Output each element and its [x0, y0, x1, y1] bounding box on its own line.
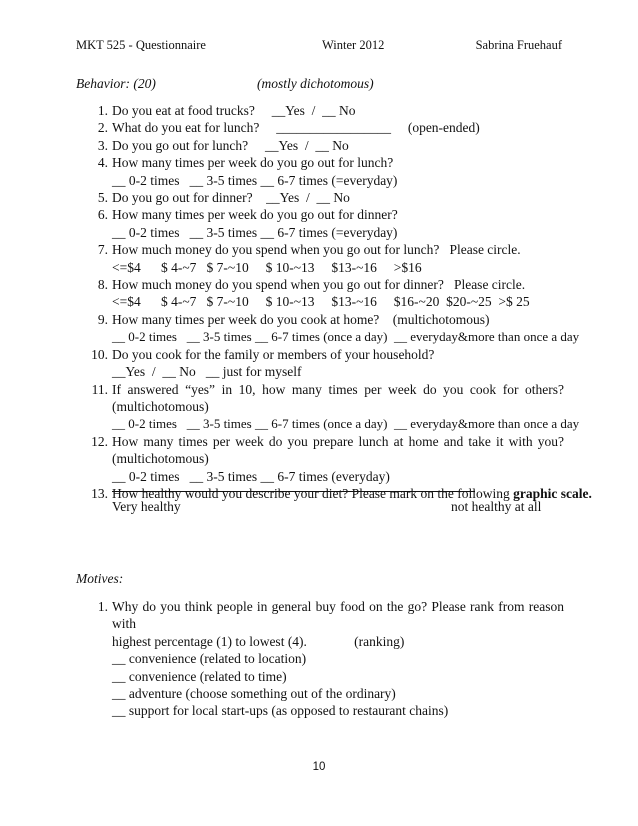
- question-number: 1.: [97, 599, 108, 614]
- graphic-scale-line[interactable]: [112, 491, 475, 492]
- question-number: 3.: [97, 137, 108, 153]
- question-number: 2.: [97, 120, 108, 136]
- question-text: What do you eat for lunch? _________________ (open-ended): [112, 120, 480, 136]
- page-number: 10: [312, 761, 326, 773]
- question-number: 5.: [97, 190, 108, 206]
- question-number: 8.: [97, 277, 108, 293]
- question-number: 6.: [97, 207, 108, 223]
- question-11: [78, 381, 580, 433]
- scale-label-right: not healthy at all: [451, 499, 542, 514]
- question-text: Do you go out for dinner? __Yes / __ No: [112, 190, 350, 206]
- question-text: How much money do you spend when you go out for dinner? Please circle.: [112, 277, 526, 293]
- question-number: 10.: [91, 346, 108, 362]
- question-1: [78, 102, 564, 119]
- question-6: [78, 206, 564, 241]
- question-number: 7.: [97, 242, 108, 258]
- question-text: How many times per week do you cook at home? (multichotomous): [112, 311, 490, 327]
- ranking-option: __ convenience (related to location): [112, 651, 307, 667]
- question-text: How many times per week do you prepare lunch at home and take it with you?: [112, 433, 564, 449]
- question-text-main: How healthy would you describe your diet? Please mark on the following: [112, 485, 514, 501]
- motives-question-1: [78, 598, 564, 720]
- question-text: Do you eat at food trucks? __Yes / __ No: [112, 103, 356, 118]
- question-number: 12.: [91, 433, 108, 449]
- question-options: __ 0-2 times __ 3-5 times __ 6-7 times (=everyday): [112, 172, 398, 188]
- question-text: How many times per week do you go out for lunch?: [112, 155, 394, 171]
- question-4: [78, 154, 564, 189]
- question-text: Why do you think people in general buy food on the go? Please rank from reason with: [112, 599, 564, 632]
- motives-section-title: Motives:: [76, 571, 124, 586]
- behavior-section-title: Behavior: (20): [76, 76, 156, 91]
- question-7: [78, 241, 564, 276]
- question-options: <=$4 $ 4-~7 $ 7-~10 $ 10-~13 $13-~16 >$16: [112, 259, 422, 275]
- question-number: 4.: [97, 155, 108, 171]
- question-2: [78, 119, 564, 136]
- question-options: __ 0-2 times __ 3-5 times __ 6-7 times (=everyday): [112, 224, 398, 240]
- question-text: Do you cook for the family or members of your household?: [112, 346, 435, 362]
- question-10: [78, 346, 564, 381]
- motives-question-list: [78, 598, 564, 720]
- question-8: [78, 276, 564, 311]
- question-text: If answered “yes” in 10, how many times per week do you cook for others?: [112, 381, 564, 397]
- header-course: MKT 525 - Questionnaire: [76, 38, 206, 52]
- question-text: Do you go out for lunch? __Yes / __ No: [112, 137, 349, 153]
- question-text-emphasis: graphic scale.: [513, 485, 592, 501]
- question-options: __Yes / __ No __ just for myself: [112, 364, 302, 380]
- question-type: (multichotomous): [112, 398, 209, 414]
- question-instructions: highest percentage (1) to lowest (4). (ranking): [112, 633, 405, 649]
- ranking-option: __ convenience (related to time): [112, 668, 287, 684]
- question-12: [78, 433, 564, 485]
- ranking-option: __ adventure (choose something out of the ordinary): [112, 686, 396, 702]
- question-number: 13.: [91, 485, 108, 501]
- question-9: [78, 311, 580, 346]
- page-header: [76, 38, 562, 54]
- behavior-section-note: (mostly dichotomous): [257, 76, 374, 91]
- question-text: How many times per week do you go out for dinner?: [112, 207, 398, 223]
- question-number: 1.: [97, 103, 108, 118]
- question-type: (multichotomous): [112, 451, 209, 467]
- question-options: __ 0-2 times __ 3-5 times __ 6-7 times (once a day) __ everyday&more than once a day: [112, 416, 580, 432]
- question-text: How much money do you spend when you go out for lunch? Please circle.: [112, 242, 521, 258]
- header-term: Winter 2012: [322, 38, 385, 52]
- question-options: <=$4 $ 4-~7 $ 7-~10 $ 10-~13 $13-~16 $16-~20 $20-~25 >$ 25: [112, 294, 530, 310]
- question-options: __ 0-2 times __ 3-5 times __ 6-7 times (everyday): [112, 468, 390, 484]
- scale-label-left: Very healthy: [112, 499, 181, 514]
- question-number: 11.: [91, 381, 108, 397]
- ranking-option: __ support for local start-ups (as opposed to restaurant chains): [112, 703, 449, 719]
- header-author: Sabrina Fruehauf: [475, 38, 562, 52]
- question-5: [78, 189, 564, 206]
- question-3: [78, 137, 564, 154]
- question-number: 9.: [97, 311, 108, 327]
- behavior-question-list: [78, 102, 592, 502]
- question-options: __ 0-2 times __ 3-5 times __ 6-7 times (once a day) __ everyday&more than once a day: [112, 329, 580, 345]
